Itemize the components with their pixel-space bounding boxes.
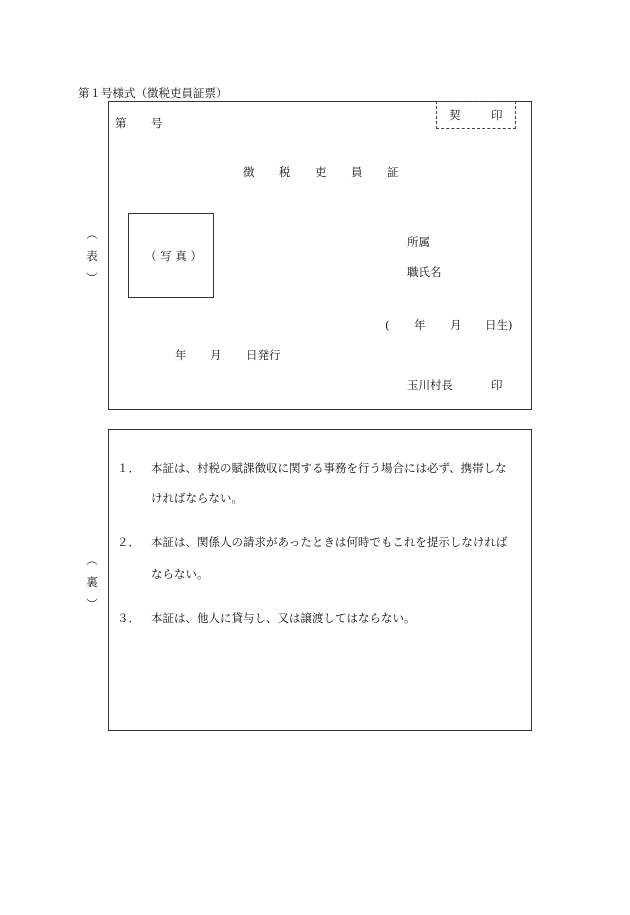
seal-stamp-char-1: 契 [449,108,461,122]
birth-open-paren: ( [385,318,390,332]
back-item-2-line-2: ならない。 [151,567,209,581]
back-item-2-line-1: 本証は、関係人の請求があったときは何時でもこれを提示しなければ [151,535,508,549]
front-side-label-close: ︶ [86,271,98,285]
front-side-label-open: ︵ [86,227,98,241]
front-side-label-char: 表 [86,249,98,263]
photo-label: （ 写 真 ） [145,249,202,263]
back-side-label-char: 裏 [86,575,98,589]
back-card [108,429,532,731]
back-item-1-number: １． [117,461,140,475]
issuer-seal: 印 [491,378,503,392]
back-side-label-close: ︶ [86,597,98,611]
back-item-2-number: ２． [117,535,140,549]
back-item-3-line-1: 本証は、他人に貸与し、又は譲渡してはならない。 [151,611,416,625]
back-item-3-number: ３． [117,611,140,625]
back-item-1-line-2: ければならない。 [151,491,243,505]
front-card [108,101,532,410]
number-label-1: 第 [115,116,127,130]
card-title-char-3: 吏 [315,165,327,179]
number-label-2: 号 [151,116,163,130]
back-side-label [84,552,100,612]
photo-box [128,213,214,298]
seal-stamp-box [436,101,516,129]
issue-day-label: 日発行 [246,348,281,362]
card-title-char-2: 税 [279,165,291,179]
issue-year-label: 年 [175,348,187,362]
affiliation-label: 所属 [407,235,430,249]
back-side-label-open: ︵ [86,553,98,567]
back-item-1-line-1: 本証は、村税の賦課徴収に関する事務を行う場合には必ず、携帯しな [151,461,507,475]
issuer-name: 玉川村長 [407,378,453,392]
birth-year-label: 年 [414,318,426,332]
birth-day-label: 日生) [485,318,513,332]
card-title-char-5: 証 [387,165,399,179]
birth-month-label: 月 [450,318,462,332]
issue-month-label: 月 [210,348,222,362]
front-side-label [84,226,100,286]
seal-stamp-char-2: 印 [491,108,503,122]
name-label: 職氏名 [407,265,442,279]
card-title-char-4: 員 [351,165,363,179]
card-title-char-1: 徴 [243,165,255,179]
form-title: 第１号様式（徴税吏員証票） [78,86,228,100]
